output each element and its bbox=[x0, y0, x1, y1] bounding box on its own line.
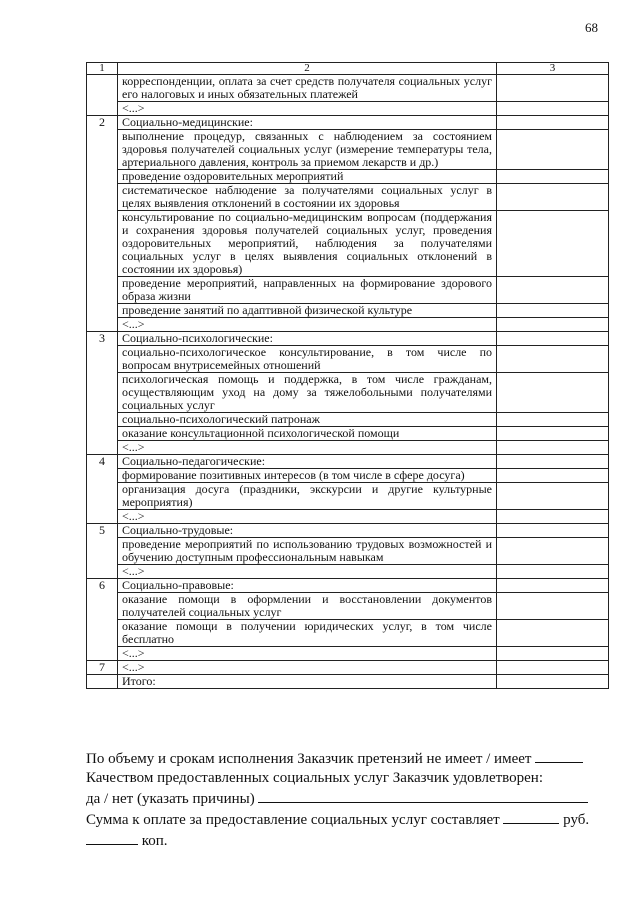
table-row bbox=[87, 304, 609, 318]
row-number-cell: 5 bbox=[87, 524, 118, 579]
service-description-cell: проведение оздоровительных мероприятий bbox=[118, 170, 497, 184]
service-description-cell: консультирование по социально-медицинским вопросам (поддержания и сохранения здоровья получателей социальных услуг, проведения оздоровительных мероприятий, наблюдения за получателями социальных услуг в целях выявления социальных отклонений в состоянии их здоровья) bbox=[118, 211, 497, 277]
value-cell bbox=[497, 116, 609, 130]
service-description-cell: <...> bbox=[118, 647, 497, 661]
value-cell bbox=[497, 332, 609, 346]
value-cell bbox=[497, 346, 609, 373]
value-cell bbox=[497, 427, 609, 441]
table-row bbox=[87, 593, 609, 620]
table-row bbox=[87, 277, 609, 304]
service-description-cell: <...> bbox=[118, 565, 497, 579]
footer-text bbox=[86, 748, 608, 851]
value-cell bbox=[497, 469, 609, 483]
table-row bbox=[87, 455, 609, 469]
value-cell bbox=[497, 170, 609, 184]
value-cell bbox=[497, 620, 609, 647]
service-description-cell: оказание помощи в получении юридических услуг, в том числе бесплатно bbox=[118, 620, 497, 647]
service-description-cell: Социально-психологические: bbox=[118, 332, 497, 346]
service-description-cell: <...> bbox=[118, 441, 497, 455]
service-description-cell: оказание помощи в оформлении и восстановлении документов получателей социальных услуг bbox=[118, 593, 497, 620]
service-description-cell: <...> bbox=[118, 661, 497, 675]
service-description-cell: <...> bbox=[118, 318, 497, 332]
value-cell bbox=[497, 455, 609, 469]
header-col-3: 3 bbox=[497, 63, 609, 75]
rub-label: руб. bbox=[563, 812, 590, 828]
table-row bbox=[87, 524, 609, 538]
rub-blank bbox=[503, 809, 559, 824]
footer-line-claims bbox=[86, 748, 608, 769]
table-row bbox=[87, 75, 609, 102]
claims-text: По объему и срокам исполнения Заказчик претензий не имеет / имеет bbox=[86, 751, 532, 767]
service-description-cell: <...> bbox=[118, 510, 497, 524]
table-row bbox=[87, 620, 609, 647]
table-row bbox=[87, 130, 609, 170]
service-description-cell: Социально-педагогические: bbox=[118, 455, 497, 469]
value-cell bbox=[497, 277, 609, 304]
service-description-cell: выполнение процедур, связанных с наблюдением за состоянием здоровья получателей социальных услуг (измерение температуры тела, артериального давления, контроль за приемом лекарств и др.) bbox=[118, 130, 497, 170]
table-row bbox=[87, 565, 609, 579]
table-row bbox=[87, 483, 609, 510]
table-row bbox=[87, 675, 609, 689]
value-cell bbox=[497, 579, 609, 593]
table-row bbox=[87, 647, 609, 661]
service-description-cell: <...> bbox=[118, 102, 497, 116]
value-cell bbox=[497, 538, 609, 565]
service-description-cell: проведение мероприятий, направленных на формирование здорового образа жизни bbox=[118, 277, 497, 304]
row-number-cell: 2 bbox=[87, 116, 118, 332]
service-description-cell: корреспонденции, оплата за счет средств получателя социальных услуг его налоговых и иных обязательных платежей bbox=[118, 75, 497, 102]
services-table bbox=[86, 62, 609, 689]
service-description-cell: систематическое наблюдение за получателями социальных услуг в целях выявления отклонений в состоянии их здоровья bbox=[118, 184, 497, 211]
service-description-cell: проведение мероприятий по использованию трудовых возможностей и обучению доступным профессиональным навыкам bbox=[118, 538, 497, 565]
value-cell bbox=[497, 373, 609, 413]
row-number-cell: 7 bbox=[87, 661, 118, 675]
table-row bbox=[87, 318, 609, 332]
table-row bbox=[87, 579, 609, 593]
value-cell bbox=[497, 483, 609, 510]
reasons-text: да / нет (указать причины) bbox=[86, 791, 255, 807]
footer-line-reasons bbox=[86, 788, 608, 809]
value-cell bbox=[497, 211, 609, 277]
header-col-1: 1 bbox=[87, 63, 118, 75]
table-row bbox=[87, 211, 609, 277]
service-description-cell: проведение занятий по адаптивной физической культуре bbox=[118, 304, 497, 318]
table-row bbox=[87, 346, 609, 373]
row-number-cell bbox=[87, 75, 118, 116]
row-number-cell: 6 bbox=[87, 579, 118, 661]
row-number-cell: 3 bbox=[87, 332, 118, 455]
service-description-cell: Социально-правовые: bbox=[118, 579, 497, 593]
value-cell bbox=[497, 413, 609, 427]
service-description-cell: Социально-трудовые: bbox=[118, 524, 497, 538]
kop-label: коп. bbox=[141, 833, 168, 849]
footer-line-sum bbox=[86, 809, 608, 830]
table-row bbox=[87, 332, 609, 346]
table-row bbox=[87, 538, 609, 565]
value-cell bbox=[497, 510, 609, 524]
table-row bbox=[87, 413, 609, 427]
table-row bbox=[87, 427, 609, 441]
sum-text: Сумма к оплате за предоставление социальных услуг составляет bbox=[86, 812, 500, 828]
service-description-cell: социально-психологический патронаж bbox=[118, 413, 497, 427]
table-row bbox=[87, 661, 609, 675]
table-row bbox=[87, 184, 609, 211]
value-cell bbox=[497, 102, 609, 116]
value-cell bbox=[497, 675, 609, 689]
table-row bbox=[87, 510, 609, 524]
table-row bbox=[87, 373, 609, 413]
value-cell bbox=[497, 75, 609, 102]
service-description-cell: социально-психологическое консультирование, в том числе по вопросам внутрисемейных отношений bbox=[118, 346, 497, 373]
service-description-cell: Социально-медицинские: bbox=[118, 116, 497, 130]
table-row bbox=[87, 441, 609, 455]
reasons-blank bbox=[258, 788, 588, 803]
header-col-2: 2 bbox=[118, 63, 497, 75]
table-row bbox=[87, 102, 609, 116]
service-description-cell: психологическая помощь и поддержка, в том числе гражданам, осуществляющим уход на дому за тяжелобольными получателями социальных услуг bbox=[118, 373, 497, 413]
service-description-cell: организация досуга (праздники, экскурсии и другие культурные мероприятия) bbox=[118, 483, 497, 510]
value-cell bbox=[497, 441, 609, 455]
value-cell bbox=[497, 318, 609, 332]
service-description-cell: Итого: bbox=[118, 675, 497, 689]
kop-blank bbox=[86, 830, 138, 845]
table-row bbox=[87, 116, 609, 130]
service-description-cell: формирование позитивных интересов (в том числе в сфере досуга) bbox=[118, 469, 497, 483]
table-header-row bbox=[87, 63, 609, 75]
value-cell bbox=[497, 647, 609, 661]
footer-line-kop bbox=[86, 830, 608, 851]
value-cell bbox=[497, 524, 609, 538]
value-cell bbox=[497, 130, 609, 170]
value-cell bbox=[497, 593, 609, 620]
row-number-cell bbox=[87, 675, 118, 689]
row-number-cell: 4 bbox=[87, 455, 118, 524]
value-cell bbox=[497, 304, 609, 318]
value-cell bbox=[497, 184, 609, 211]
service-description-cell: оказание консультационной психологической помощи bbox=[118, 427, 497, 441]
value-cell bbox=[497, 661, 609, 675]
table-row bbox=[87, 469, 609, 483]
footer-line-quality: Качеством предоставленных социальных услуг Заказчик удовлетворен: bbox=[86, 770, 544, 786]
claims-blank bbox=[535, 748, 583, 763]
value-cell bbox=[497, 565, 609, 579]
table-row bbox=[87, 170, 609, 184]
page-number: 68 bbox=[585, 20, 598, 35]
